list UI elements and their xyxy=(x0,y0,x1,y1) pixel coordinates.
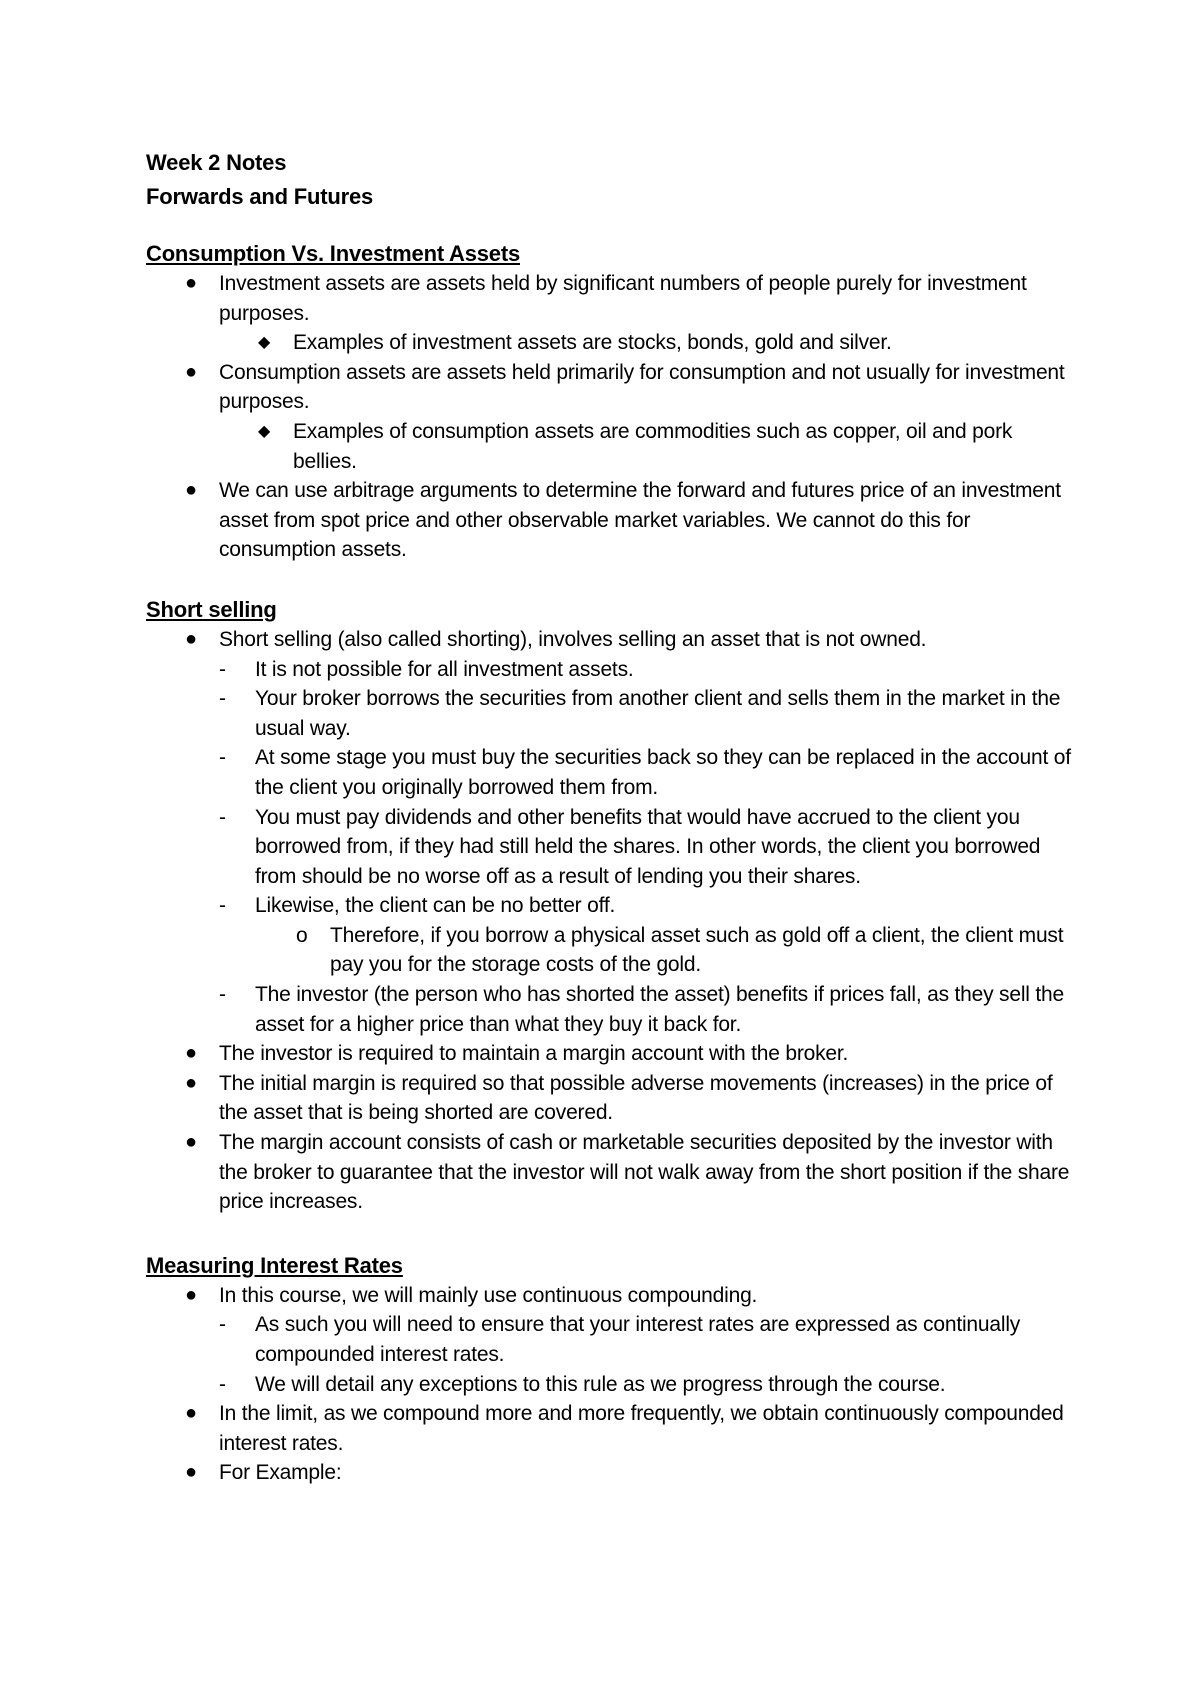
dash-bullet-icon: - xyxy=(219,687,226,711)
dash-bullet-icon: - xyxy=(219,1313,226,1337)
list-item-text: It is not possible for all investment assets. xyxy=(255,657,634,681)
bullet-icon: ● xyxy=(185,1283,197,1306)
bullet-icon: ● xyxy=(185,627,197,650)
list-item-text: The investor is required to maintain a margin account with the broker. xyxy=(219,1042,849,1066)
list-item-text: Your broker borrows the securities from another client and sells them in the market in the usual way. xyxy=(255,687,1061,740)
diamond-bullet-icon: ◆ xyxy=(258,422,271,440)
list-item-text: We will detail any exceptions to this rule as we progress through the course. xyxy=(255,1372,946,1396)
list-item xyxy=(146,1281,1076,1311)
list-item-text: Short selling (also called shorting), involves selling an asset that is not owned. xyxy=(219,627,927,651)
bullet-icon: ● xyxy=(185,1461,197,1484)
bullet-icon: ● xyxy=(185,1042,197,1065)
list-item-text: Therefore, if you borrow a physical asset such as gold off a client, the client must pay you for the storage costs of the gold. xyxy=(330,923,1064,977)
bullet-icon: ● xyxy=(185,272,197,294)
list-item xyxy=(146,980,1076,1039)
bullet-icon: ● xyxy=(185,1071,197,1094)
list-item-text: Investment assets are assets held by significant numbers of people purely for investment purposes. xyxy=(219,272,1027,325)
list-item xyxy=(146,358,1076,417)
document-body xyxy=(146,146,1076,1488)
dash-bullet-icon: - xyxy=(219,657,226,681)
list-item xyxy=(146,625,1076,655)
list-item xyxy=(146,743,1076,802)
list-item-text: As such you will need to ensure that your interest rates are expressed as continually compounded interest rates. xyxy=(255,1313,1021,1366)
list-item xyxy=(146,803,1076,892)
bullet-icon: ● xyxy=(185,479,197,502)
list-item xyxy=(146,1069,1076,1128)
dash-bullet-icon: - xyxy=(219,1372,226,1396)
bullet-icon: ● xyxy=(185,1402,197,1425)
list-item-text: For Example: xyxy=(219,1461,342,1485)
circle-bullet-icon: o xyxy=(296,923,308,947)
section-heading-short-selling: Short selling xyxy=(146,596,277,622)
list-item-text: You must pay dividends and other benefits that would have accrued to the client you borrowed from, if they had still held the shares. In other words, the client you borrowed from should be no worse off as a result of lending you their shares. xyxy=(255,805,1041,888)
list-item-text: At some stage you must buy the securities back so they can be replaced in the account of the client you originally borrowed them from. xyxy=(255,746,1071,799)
list-item xyxy=(146,1310,1076,1369)
dash-bullet-icon: - xyxy=(219,746,226,770)
list-item-text: The initial margin is required so that possible adverse movements (increases) in the price of the asset that is being shorted are covered. xyxy=(219,1071,1053,1125)
list-item xyxy=(146,269,1076,328)
list-item xyxy=(146,476,1076,565)
list-item-text: We can use arbitrage arguments to determine the forward and futures price of an investment asset from spot price and other observable market variables. We cannot do this for consumption assets. xyxy=(219,479,1061,562)
list-item xyxy=(146,1039,1076,1069)
list-item xyxy=(146,1128,1076,1217)
list-item xyxy=(146,891,1076,921)
dash-bullet-icon: - xyxy=(219,894,226,918)
list-item-text: Examples of consumption assets are commodities such as copper, oil and pork bellies. xyxy=(293,419,1013,473)
list-item xyxy=(146,417,1076,476)
list-item xyxy=(146,1370,1076,1400)
list-item xyxy=(146,921,1076,980)
list-item-text: Likewise, the client can be no better off. xyxy=(255,894,616,918)
list-item xyxy=(146,684,1076,743)
list-item-text: In the limit, as we compound more and more frequently, we obtain continuously compounded interest rates. xyxy=(219,1402,1064,1455)
diamond-bullet-icon: ◆ xyxy=(258,334,271,352)
list-item xyxy=(146,1458,1076,1488)
list-item-text: Examples of investment assets are stocks, bonds, gold and silver. xyxy=(293,331,892,355)
document-subtitle: Forwards and Futures xyxy=(146,184,374,209)
bullet-icon: ● xyxy=(185,360,197,383)
list-item xyxy=(146,1399,1076,1458)
list-item-text: The investor (the person who has shorted the asset) benefits if prices fall, as they sell the asset for a higher price than what they buy it back for. xyxy=(255,983,1064,1036)
dash-bullet-icon: - xyxy=(219,983,226,1007)
dash-bullet-icon: - xyxy=(219,805,226,829)
list-item xyxy=(146,328,1076,358)
list-item xyxy=(146,655,1076,685)
section-heading-consumption: Consumption Vs. Investment Assets xyxy=(146,241,520,266)
list-item-text: The margin account consists of cash or marketable securities deposited by the investor with the broker to guarantee that the investor will not walk away from the short position if the share price increases. xyxy=(219,1131,1070,1214)
section-heading-interest-rates: Measuring Interest Rates xyxy=(146,1252,403,1278)
list-item-text: In this course, we will mainly use continuous compounding. xyxy=(219,1283,758,1307)
bullet-icon: ● xyxy=(185,1131,197,1154)
document-title: Week 2 Notes xyxy=(146,150,287,175)
list-item-text: Consumption assets are assets held primarily for consumption and not usually for investment purposes. xyxy=(219,360,1065,414)
